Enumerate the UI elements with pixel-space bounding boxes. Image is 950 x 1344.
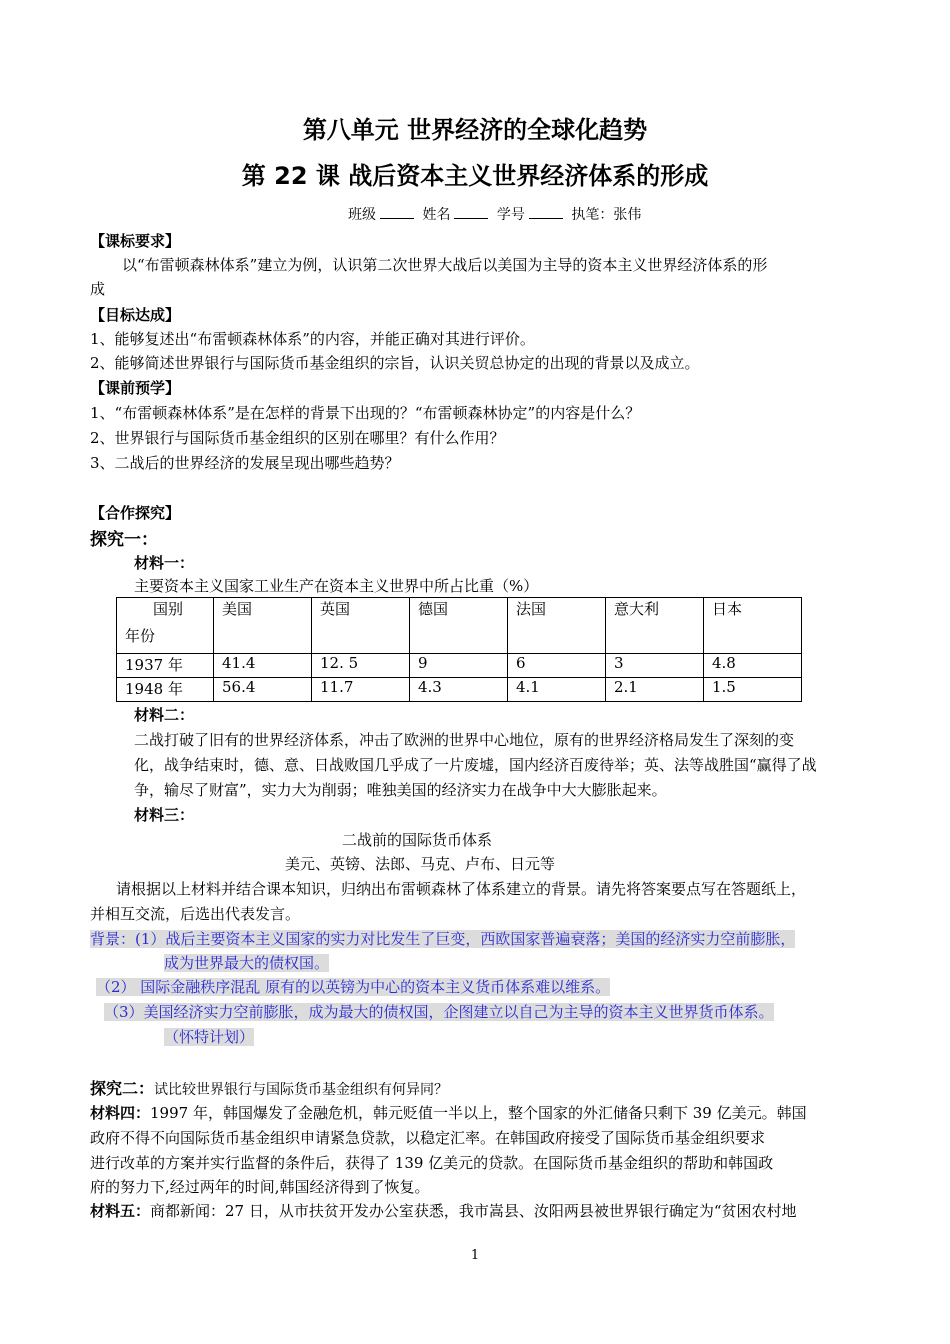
material-two-text: 二战打破了旧有的世界经济体系，冲击了欧洲的世界中心地位，原有的世界经济格局发生了深刻的变 xyxy=(134,731,795,749)
number-label: 学号 xyxy=(496,207,525,223)
column-header: 日本 xyxy=(704,598,802,654)
table-cell: 2.1 xyxy=(606,678,704,702)
material-four-text: 政府不得不向国际货币基金组织申请紧急贷款，以稳定汇率。在韩国政府接受了国际货币基金组织要求 xyxy=(90,1129,766,1147)
table-cell: 6 xyxy=(508,654,606,678)
table-cell: 3 xyxy=(606,654,704,678)
name-blank[interactable] xyxy=(454,206,488,219)
answer-line xyxy=(164,1026,254,1047)
explore-two-line xyxy=(90,1076,448,1099)
material-three-currencies: 美元、英镑、法郎、马克、卢布、日元等 xyxy=(285,855,556,873)
preview-item: 2、世界银行与国际货币基金组织的区别在哪里？有什么作用？ xyxy=(90,429,505,447)
material-two-text: 化，战争结束时，德、意、日战败国几乎成了一片废墟，国内经济百废待举；英、法等战胜国“赢得了战 xyxy=(134,756,817,774)
curriculum-text: 以“布雷顿森林体系”建立为例，认识第二次世界大战后以美国为主导的资本主义世界经济体系的形 xyxy=(122,256,768,274)
preview-heading: 【课前预学】 xyxy=(90,379,181,397)
answer-line xyxy=(90,928,795,949)
material-four-line xyxy=(90,1102,807,1123)
row-year: 1948 年 xyxy=(117,678,214,702)
answer-line xyxy=(96,976,610,997)
page-number: 1 xyxy=(470,1248,480,1263)
curriculum-text-cont: 成 xyxy=(90,280,106,298)
task-text-cont: 并相互交流，后选出代表发言。 xyxy=(90,905,301,923)
table-cell: 4.1 xyxy=(508,678,606,702)
answer-highlight: 成为世界最大的债权国。 xyxy=(164,954,330,972)
table-cell: 11.7 xyxy=(312,678,410,702)
material-five-text: 商都新闻：27 日，从市扶贫开发办公室获悉，我市嵩县、汝阳两县被世界银行确定为“贫困农村地 xyxy=(150,1202,797,1220)
row-year: 1937 年 xyxy=(117,654,214,678)
task-text: 请根据以上材料并结合课本知识，归纳出布雷顿森林了体系建立的背景。请先将答案要点写在答题纸上， xyxy=(116,880,807,898)
goals-heading: 【目标达成】 xyxy=(90,306,181,324)
table-header-row xyxy=(117,598,802,654)
goal-item: 1、能够复述出“布雷顿森林体系”的内容，并能正确对其进行评价。 xyxy=(90,330,535,348)
lesson-title: 第 22 课 战后资本主义世界经济体系的形成 xyxy=(241,162,709,190)
column-header: 德国 xyxy=(410,598,508,654)
column-header: 法国 xyxy=(508,598,606,654)
table-cell: 12. 5 xyxy=(312,654,410,678)
answer-highlight: 背景：(1）战后主要资本主义国家的实力对比发生了巨变，西欧国家普遍衰落；美国的经济实力空前膨胀， xyxy=(90,930,796,948)
table-row xyxy=(117,654,802,678)
answer-line xyxy=(104,1001,774,1022)
answer-highlight: （怀特计划） xyxy=(164,1028,255,1046)
class-label: 班级 xyxy=(348,207,376,223)
material-four-text: 进行改革的方案并实行监督的条件后，获得了 139 亿美元的贷款。在国际货币基金组织的帮助和韩国政 xyxy=(90,1154,774,1172)
table-row xyxy=(117,678,802,702)
explore-two-question: 试比较世界银行与国际货币基金组织有何异同？ xyxy=(154,1082,449,1098)
material-three-label: 材料三： xyxy=(134,806,195,824)
table-cell: 1.5 xyxy=(704,678,802,702)
curriculum-heading: 【课标要求】 xyxy=(90,232,181,250)
table-corner-cell xyxy=(117,598,214,654)
answer-line xyxy=(164,952,329,973)
class-blank[interactable] xyxy=(380,206,414,219)
column-header: 英国 xyxy=(312,598,410,654)
coop-heading: 【合作探究】 xyxy=(90,504,181,522)
author-label: 执笔：张伟 xyxy=(571,207,642,223)
unit-title: 第八单元 世界经济的全球化趋势 xyxy=(302,116,648,144)
material-four-label: 材料四： xyxy=(90,1104,151,1122)
answer-highlight: （3）美国经济实力空前膨胀，成为最大的债权国，企图建立以自己为主导的资本主义世界货币体系。 xyxy=(104,1003,774,1021)
preview-item: 3、二战后的世界经济的发展呈现出哪些趋势？ xyxy=(90,454,400,472)
table-cell: 56.4 xyxy=(214,678,312,702)
material-five-label: 材料五： xyxy=(90,1202,151,1220)
industry-share-table xyxy=(116,597,802,702)
material-five-line xyxy=(90,1200,797,1221)
answer-highlight: （2） 国际金融秩序混乱 原有的以英镑为中心的资本主义货币体系难以维系。 xyxy=(96,978,611,996)
corner-country: 国别 xyxy=(153,600,184,618)
material-four-text: 府的努力下,经过两年的时间,韩国经济得到了恢复。 xyxy=(90,1178,430,1196)
explore-two-label: 探究二： xyxy=(90,1079,155,1098)
column-header: 意大利 xyxy=(606,598,704,654)
material-four-text: 1997 年，韩国爆发了金融危机，韩元贬值一半以上，整个国家的外汇储备只剩下 39 亿美元。韩国 xyxy=(150,1104,807,1122)
table-cell: 4.3 xyxy=(410,678,508,702)
goal-item: 2、能够简述世界银行与国际货币基金组织的宗旨，认识关贸总协定的出现的背景以及成立。 xyxy=(90,354,700,372)
material-two-label: 材料二： xyxy=(134,706,195,724)
table-cell: 9 xyxy=(410,654,508,678)
name-label: 姓名 xyxy=(422,207,451,223)
corner-year: 年份 xyxy=(125,627,156,645)
table-cell: 4.8 xyxy=(704,654,802,678)
preview-item: 1、“布雷顿森林体系”是在怎样的背景下出现的？“布雷顿森林协定”的内容是什么？ xyxy=(90,404,641,422)
material-three-title: 二战前的国际货币体系 xyxy=(342,831,493,849)
material-one-caption: 主要资本主义国家工业生产在资本主义世界中所占比重（%） xyxy=(134,577,539,595)
table-cell: 41.4 xyxy=(214,654,312,678)
material-two-text: 争，输尽了财富”，实力大为削弱；唯独美国的经济实力在战争中大大膨胀起来。 xyxy=(134,781,667,799)
explore-one-heading: 探究一： xyxy=(90,530,158,550)
number-blank[interactable] xyxy=(529,206,563,219)
student-info-line xyxy=(348,204,645,224)
column-header: 美国 xyxy=(214,598,312,654)
material-one-label: 材料一： xyxy=(134,554,195,572)
